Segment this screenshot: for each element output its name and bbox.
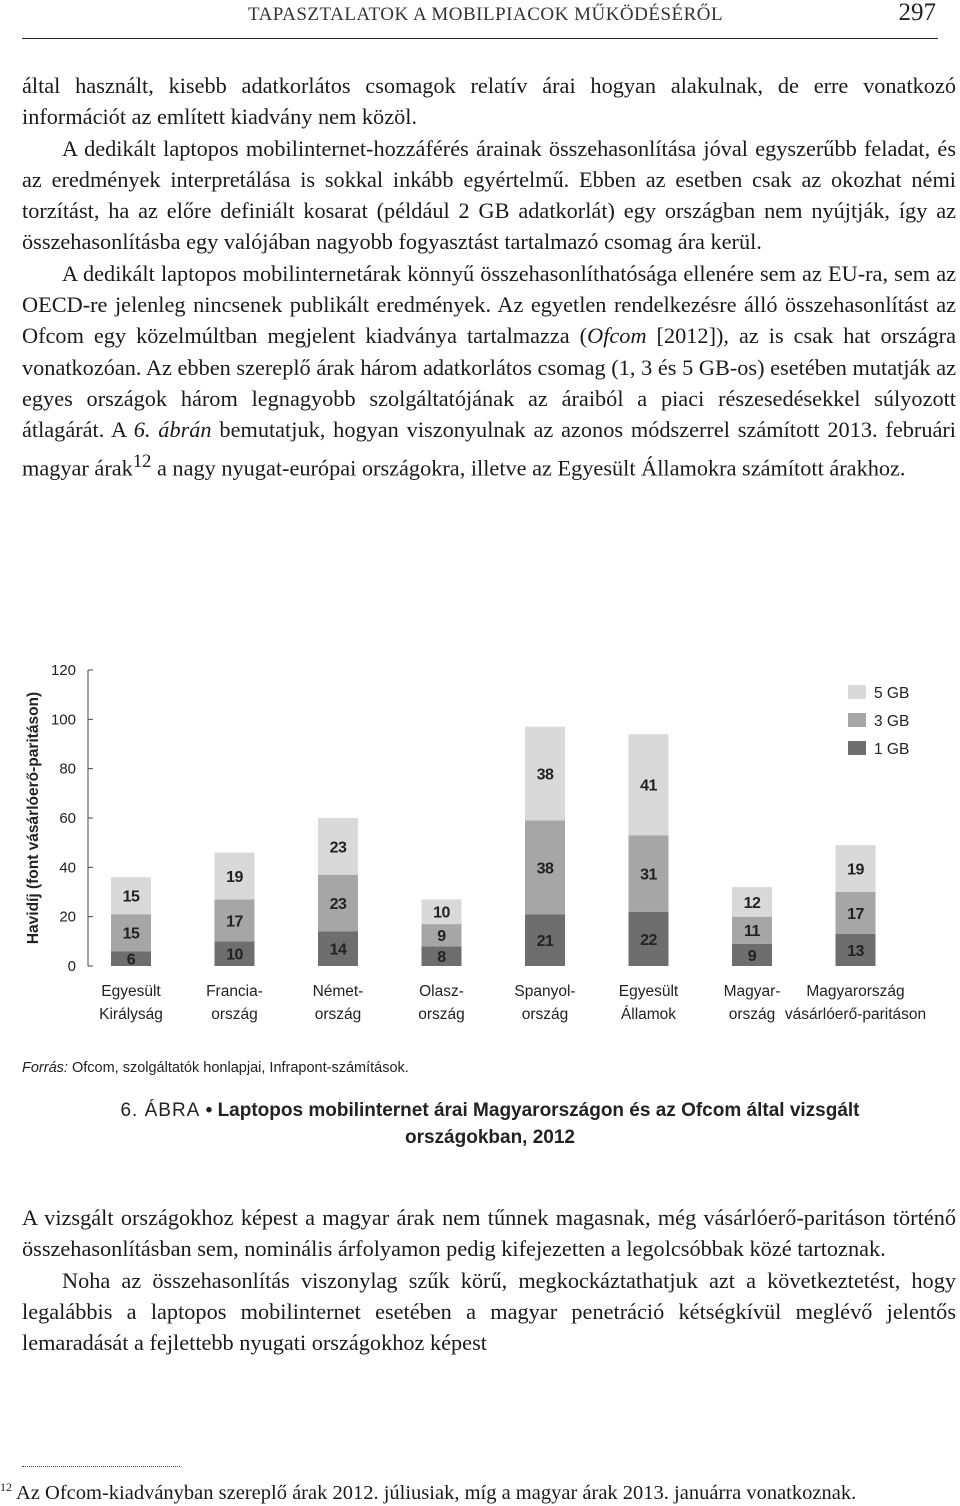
x-category-label: Magyarország <box>806 983 905 1000</box>
bar-value-label: 21 <box>536 933 554 951</box>
bar-value-label: 15 <box>122 888 140 906</box>
paragraph: Noha az összehasonlítás viszonylag szűk körű, megkockáztathatjuk azt a következtetést, hogy legalábbis a laptopos mobilinternet esetében a magyar penetráció kétségkívül meglévő jelentős lemaradását a fejlettebb nyugati országokhoz képest <box>22 1267 956 1356</box>
bar-value-label: 41 <box>640 777 657 795</box>
legend-label: 5 GB <box>874 685 910 702</box>
legend-swatch <box>848 685 866 699</box>
footnote-marker: 12 <box>132 450 152 472</box>
bar-value-label: 10 <box>433 904 450 922</box>
bar-value-label: 9 <box>747 947 757 965</box>
bar-value-label: 38 <box>536 860 554 878</box>
bar-value-label: 17 <box>226 913 243 931</box>
figure-caption <box>60 1097 920 1151</box>
bar-value-label: 14 <box>329 941 347 959</box>
x-category-label: Spanyol- <box>514 983 576 1000</box>
x-category-label: Német- <box>312 983 364 1000</box>
x-category-label: ország <box>418 1006 465 1023</box>
bar-value-label: 19 <box>847 861 864 879</box>
running-title: TAPASZTALATOK A MOBILPIACOK MŰKÖDÉSÉRŐL <box>248 4 724 25</box>
text-run: A dedikált laptopos mobilinternetárak könnyű összehasonlíthatósága ellenére sem az EU-ra, sem az OECD-re jelenleg nincsenek publikált eredmények. Az egyetlen rendelkezésre álló összehasonlítást az Ofcom egy közelmúltban megjelent kiadványa tartalmazza ( <box>22 260 956 349</box>
y-tick-label: 40 <box>59 859 76 877</box>
x-category-label: ország <box>314 1006 362 1023</box>
bar-value-label: 17 <box>847 905 864 923</box>
text-run: [2012]), az is csak hat országra vonatkozóan. Az ebben szereplő árak három adatkorlátos csomag (1, 3 és 5 GB-os) esetében mutatják az egyes országok három legnagyobb szolgáltatójának az áraiból a piaci részesedésekkel súlyozott átlagárát. A <box>22 323 956 443</box>
paragraph: A vizsgált országokhoz képest a magyar árak nem tűnnek magasnak, még vásárlóerő-paritáson történő összehasonlításban sem, nominális árfolyamon pedig kifejezetten a legolcsóbbak közé tartoznak. <box>22 1205 956 1262</box>
y-tick-label: 100 <box>50 711 76 729</box>
closing-text <box>22 1202 956 1358</box>
x-category-label: Egyesült <box>618 983 679 1000</box>
running-header <box>22 0 938 39</box>
text-run: a nagy nyugat-európai országokra, illetve az Egyesült Államokra számított árakhoz. <box>151 454 906 480</box>
bar-value-label: 13 <box>847 942 864 960</box>
legend-swatch <box>848 713 866 727</box>
paragraph <box>22 258 956 484</box>
bar-value-label: 11 <box>744 923 760 941</box>
citation-name: Ofcom <box>587 323 647 349</box>
caption-separator: • <box>200 1100 218 1121</box>
x-category-label: Olasz- <box>419 983 464 1000</box>
bar-value-label: 31 <box>640 866 657 884</box>
bar-value-label: 23 <box>329 839 347 857</box>
x-category-label: Francia- <box>206 983 263 1000</box>
y-tick-label: 0 <box>67 958 76 975</box>
y-tick-label: 20 <box>59 908 76 926</box>
legend-label: 1 GB <box>874 741 910 758</box>
x-category-label: Királyság <box>99 1006 163 1023</box>
bar-value-label: 38 <box>536 766 554 784</box>
bar-value-label: 6 <box>126 951 136 969</box>
y-tick-label: 80 <box>59 760 76 778</box>
source-note <box>22 1060 409 1076</box>
x-category-label: vásárlóerő-paritáson <box>784 1006 927 1023</box>
x-category-label: Egyesült <box>101 983 161 1000</box>
bar-value-label: 12 <box>743 894 761 912</box>
bar-value-label: 10 <box>226 946 243 964</box>
text-run: bemutatjuk, hogyan viszonyulnak az azonos módszerrel számított 2013. februári magyar árak <box>22 417 956 480</box>
source-text: Ofcom, szolgáltatók honlapjai, Infrapont-számítások. <box>67 1060 409 1076</box>
legend-label: 3 GB <box>874 713 910 730</box>
figure-number: 6. ÁBRA <box>120 1100 201 1121</box>
source-label: Forrás: <box>22 1060 68 1076</box>
figure-title-line1: Laptopos mobilinternet árai Magyarországon és az Ofcom által vizsgált <box>217 1100 860 1121</box>
figure-title-line2: országokban, 2012 <box>404 1127 576 1148</box>
y-tick-label: 120 <box>50 662 76 679</box>
bar-value-label: 9 <box>437 928 446 946</box>
x-category-label: Magyar- <box>723 983 781 1000</box>
x-category-label: ország <box>211 1006 258 1023</box>
footnote-number: 12 <box>0 1480 12 1494</box>
intro-text <box>22 70 956 483</box>
paragraph: által használt, kisebb adatkorlátos csomagok relatív árai hogyan alakulnak, de erre vonatkozó információt az említett kiadvány nem közöl. <box>22 73 956 130</box>
legend-swatch <box>848 741 866 755</box>
page-number: 297 <box>898 0 936 26</box>
footnote <box>0 1474 856 1506</box>
y-axis-title: Havidíj (font vásárlóerő-paritáson) <box>25 691 42 945</box>
paragraph: A dedikált laptopos mobilinternet-hozzáférés árainak összehasonlítása jóval egyszerűbb feladat, és az eredmények interpretálása is sokkal inkább egyértelmű. Ebben az esetben csak az okozhat némi torzítást, ha az előre definiált kosarat (például 2 GB adatkorlát) egy országban nem nyújtják, így az összehasonlításba egy valójában nagyobb fogyasztást tartalmazó csomag ára kerül. <box>22 135 956 255</box>
footnote-text: Az Ofcom-kiadványban szereplő árak 2012. júliusiak, míg a magyar árak 2013. januárra vonatkoznak. <box>12 1481 857 1504</box>
x-category-label: ország <box>521 1006 569 1023</box>
x-category-label: ország <box>728 1006 776 1023</box>
bar-value-label: 22 <box>640 931 657 949</box>
bar-value-label: 15 <box>122 925 140 943</box>
footnote-rule <box>22 1466 180 1467</box>
x-category-label: Államok <box>620 1006 677 1023</box>
stacked-bar-chart <box>0 650 960 1050</box>
bar-value-label: 23 <box>329 896 347 914</box>
bar-value-label: 8 <box>437 949 446 967</box>
y-tick-label: 60 <box>59 810 76 827</box>
bar-value-label: 19 <box>226 868 243 886</box>
figure-reference: 6. ábrán <box>133 417 212 443</box>
